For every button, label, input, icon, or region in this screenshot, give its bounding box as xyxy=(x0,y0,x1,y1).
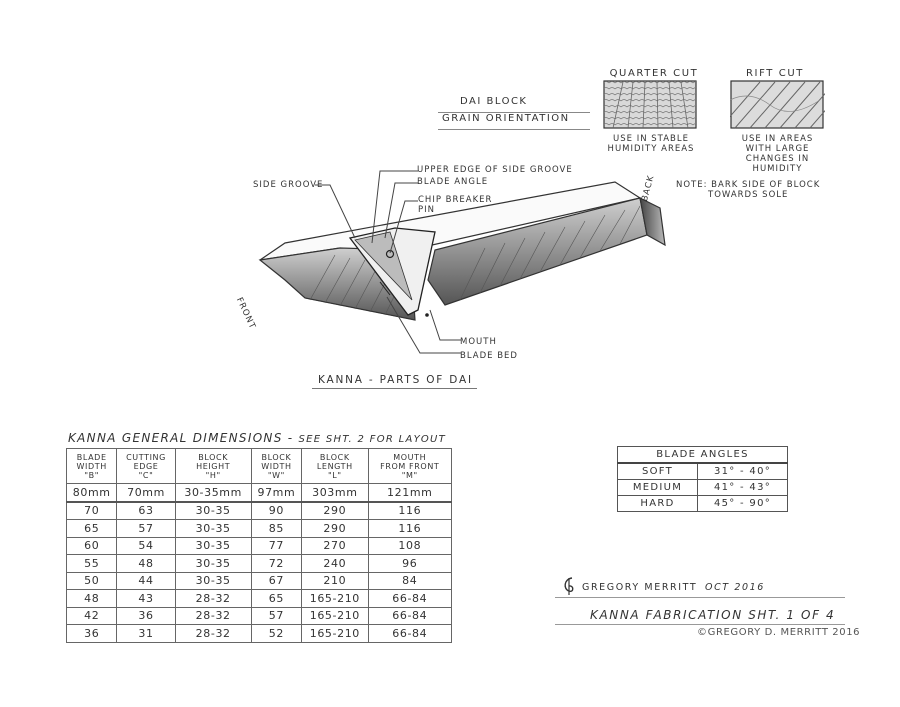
cell: 28-32 xyxy=(175,590,251,608)
label-chip-breaker: CHIP BREAKER xyxy=(418,195,493,205)
table-row xyxy=(618,463,788,480)
cell: 30-35 xyxy=(175,520,251,538)
label-chip-breaker-pin: PIN xyxy=(418,205,435,215)
cell: 290 xyxy=(302,502,368,520)
cell: 36 xyxy=(117,607,175,625)
cell: 80mm xyxy=(67,484,117,502)
cell: 70mm xyxy=(117,484,175,502)
grain-note xyxy=(676,180,820,200)
cell: 31 xyxy=(117,625,175,643)
table-row xyxy=(618,480,788,496)
cell: 240 xyxy=(302,555,368,573)
grain-title-line1: DAI BLOCK xyxy=(438,96,590,113)
table-row xyxy=(67,537,452,555)
caption-underline xyxy=(312,388,477,389)
cell: 30-35mm xyxy=(175,484,251,502)
dimensions-title-tail: SEE SHT. 2 FOR LAYOUT xyxy=(298,434,447,445)
angle-range: 45° - 90° xyxy=(698,496,788,512)
rift-cut-label: RIFT CUT xyxy=(746,68,804,79)
cell: 290 xyxy=(302,520,368,538)
cell: 36 xyxy=(67,625,117,643)
quarter-cut-caption-1: USE IN STABLE xyxy=(613,134,689,144)
col-block-width: BLOCK WIDTH "W" xyxy=(251,449,301,484)
cell: 48 xyxy=(117,555,175,573)
label-blade-angle: BLADE ANGLE xyxy=(417,177,489,187)
cell: 116 xyxy=(368,502,451,520)
cell: 30-35 xyxy=(175,572,251,590)
cell: 67 xyxy=(251,572,301,590)
cell: 90 xyxy=(251,502,301,520)
table-row xyxy=(67,572,452,590)
label-blade-bed: BLADE BED xyxy=(460,351,518,361)
leader-side-groove xyxy=(315,183,360,243)
cell: 57 xyxy=(117,520,175,538)
cell: 270 xyxy=(302,537,368,555)
label-mouth: MOUTH xyxy=(460,337,497,347)
table-row xyxy=(67,607,452,625)
cell: 108 xyxy=(368,537,451,555)
signature-line xyxy=(555,597,845,598)
table-row xyxy=(67,555,452,573)
label-side-groove: SIDE GROOVE xyxy=(253,180,324,190)
signature-date: OCT 2016 xyxy=(705,582,765,593)
cell: 30-35 xyxy=(175,537,251,555)
dimensions-header-row xyxy=(67,449,452,484)
cell: 54 xyxy=(117,537,175,555)
grain-orientation-title xyxy=(438,96,590,130)
cell: 63 xyxy=(117,502,175,520)
cell: 72 xyxy=(251,555,301,573)
rift-cut-sample xyxy=(730,80,825,130)
cell: 70 xyxy=(67,502,117,520)
label-front: FRONT xyxy=(233,296,258,332)
quarter-cut-sample xyxy=(603,80,698,130)
rift-cut-caption-3: CHANGES IN xyxy=(745,154,810,164)
label-upper-edge: UPPER EDGE OF SIDE GROOVE xyxy=(417,165,573,175)
cell: 77 xyxy=(251,537,301,555)
angle-range: 41° - 43° xyxy=(698,480,788,496)
col-block-height: BLOCK HEIGHT "H" xyxy=(175,449,251,484)
cell: 66-84 xyxy=(368,590,451,608)
cell: 84 xyxy=(368,572,451,590)
cell: 55 xyxy=(67,555,117,573)
table-row xyxy=(67,502,452,520)
grain-note-1: NOTE: BARK SIDE OF BLOCK xyxy=(676,180,821,190)
cell: 57 xyxy=(251,607,301,625)
rift-cut-caption xyxy=(725,134,830,174)
quarter-cut-caption-2: HUMIDITY AREAS xyxy=(607,144,695,154)
cell: 97mm xyxy=(251,484,301,502)
dimensions-title xyxy=(68,431,446,445)
table-row xyxy=(67,484,452,502)
cell: 165-210 xyxy=(302,590,368,608)
cell: 42 xyxy=(67,607,117,625)
signature-mark xyxy=(560,575,580,599)
cell: 52 xyxy=(251,625,301,643)
cell: 66-84 xyxy=(368,607,451,625)
cell: 28-32 xyxy=(175,607,251,625)
table-row xyxy=(67,625,452,643)
cell: 44 xyxy=(117,572,175,590)
table-row xyxy=(67,520,452,538)
dimensions-title-main: KANNA GENERAL DIMENSIONS - xyxy=(68,431,299,445)
wood-type: MEDIUM xyxy=(618,480,698,496)
wood-type: SOFT xyxy=(618,463,698,480)
angle-range: 31° - 40° xyxy=(698,463,788,480)
col-block-length: BLOCK LENGTH "L" xyxy=(302,449,368,484)
cell: 28-32 xyxy=(175,625,251,643)
grain-title-line2: GRAIN ORIENTATION xyxy=(438,113,590,130)
dimensions-table xyxy=(66,448,452,643)
label-back: BACK xyxy=(640,173,657,203)
col-blade-width: BLADE WIDTH "B" xyxy=(67,449,117,484)
table-row xyxy=(67,590,452,608)
col-cutting-edge: CUTTING EDGE "C" xyxy=(117,449,175,484)
cell: 165-210 xyxy=(302,607,368,625)
cell: 43 xyxy=(117,590,175,608)
cell: 303mm xyxy=(302,484,368,502)
cell: 30-35 xyxy=(175,555,251,573)
cell: 85 xyxy=(251,520,301,538)
blade-angles-header-row xyxy=(618,447,788,464)
cell: 165-210 xyxy=(302,625,368,643)
cell: 48 xyxy=(67,590,117,608)
drawing-caption: KANNA - PARTS OF DAI xyxy=(318,374,473,386)
sheet-title: KANNA FABRICATION SHT. 1 OF 4 xyxy=(590,608,836,622)
blade-angles-table xyxy=(617,446,788,512)
cell: 60 xyxy=(67,537,117,555)
cell: 65 xyxy=(67,520,117,538)
cell: 66-84 xyxy=(368,625,451,643)
cell: 210 xyxy=(302,572,368,590)
grain-note-2: TOWARDS SOLE xyxy=(708,190,789,200)
quarter-cut-label: QUARTER CUT xyxy=(609,68,699,79)
signature-name: GREGORY MERRITT xyxy=(582,582,698,593)
cell: 65 xyxy=(251,590,301,608)
rift-cut-caption-2: WITH LARGE xyxy=(745,144,810,154)
cell: 50 xyxy=(67,572,117,590)
table-row xyxy=(618,496,788,512)
copyright: ©GREGORY D. MERRITT 2016 xyxy=(697,627,861,638)
rift-cut-caption-4: HUMIDITY xyxy=(752,164,803,174)
cell: 121mm xyxy=(368,484,451,502)
cell: 96 xyxy=(368,555,451,573)
sheet-line xyxy=(555,624,845,625)
cell: 30-35 xyxy=(175,502,251,520)
cell: 116 xyxy=(368,520,451,538)
leader-chip-breaker xyxy=(385,198,420,258)
blade-angles-title: BLADE ANGLES xyxy=(618,447,788,464)
leader-mouth-bed xyxy=(385,295,463,360)
col-mouth-from-front: MOUTH FROM FRONT "M" xyxy=(368,449,451,484)
wood-type: HARD xyxy=(618,496,698,512)
rift-cut-caption-1: USE IN AREAS xyxy=(741,134,814,144)
